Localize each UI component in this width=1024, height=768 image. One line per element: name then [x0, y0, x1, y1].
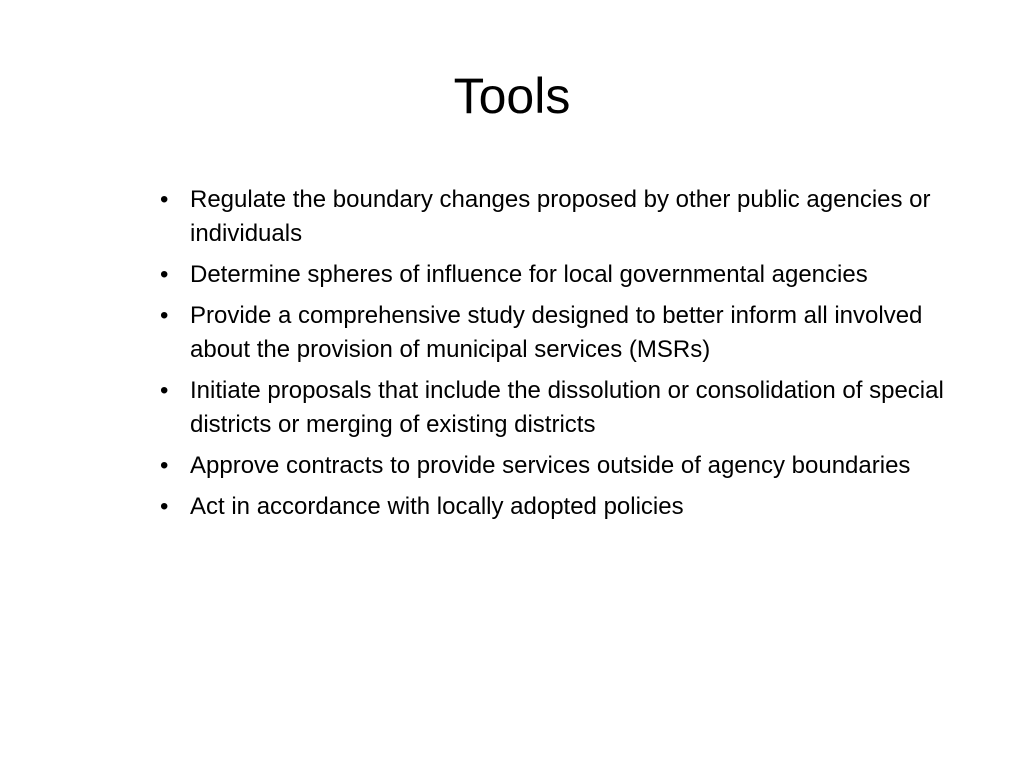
bullet-item	[160, 449, 970, 483]
bullet-text: Provide a comprehensive study designed to better inform all involved about the provision of municipal services (MSRs)	[190, 302, 923, 363]
bullet-icon: •	[160, 377, 169, 404]
bullet-text: Approve contracts to provide services outside of agency boundaries	[190, 452, 911, 479]
bullet-icon: •	[160, 186, 169, 213]
bullet-text: Act in accordance with locally adopted policies	[190, 493, 684, 520]
bullet-item	[160, 183, 970, 251]
bullet-text: Regulate the boundary changes proposed by other public agencies or individuals	[190, 186, 931, 247]
bullet-icon: •	[160, 261, 169, 288]
bullet-icon: •	[160, 493, 169, 520]
bullet-icon: •	[160, 452, 169, 479]
bullet-item	[160, 490, 970, 524]
bullet-text: Initiate proposals that include the dissolution or consolidation of special districts or merging of existing districts	[190, 377, 944, 438]
slide-title: Tools	[453, 68, 571, 124]
bullet-text: Determine spheres of influence for local governmental agencies	[190, 261, 868, 288]
bullet-list	[160, 183, 970, 531]
bullet-item	[160, 258, 970, 292]
bullet-item	[160, 374, 970, 442]
bullet-item	[160, 299, 970, 367]
bullet-icon: •	[160, 302, 169, 329]
